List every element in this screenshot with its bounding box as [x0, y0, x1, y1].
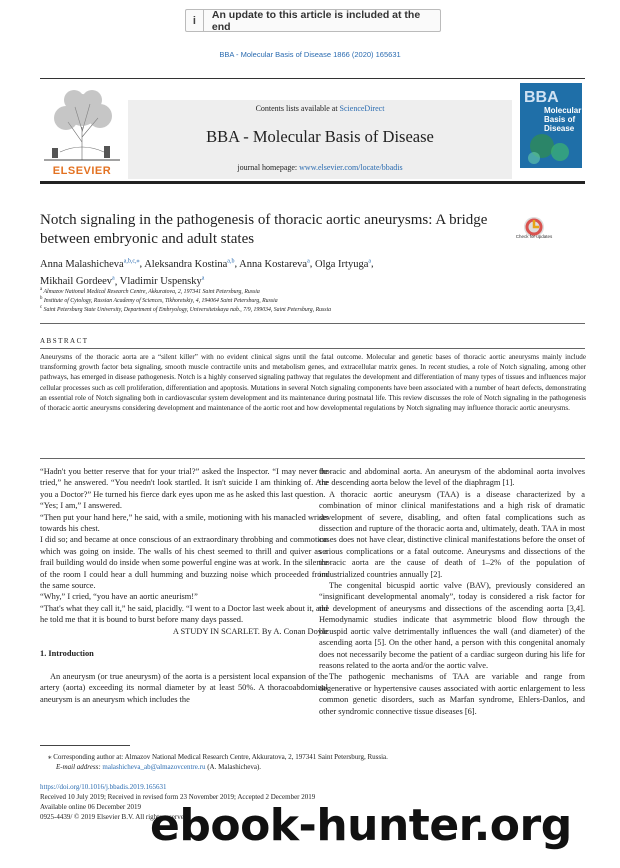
quote-paragraph: “Why,” I cried, “you have an aortic aneurism!” [40, 592, 198, 602]
author[interactable]: Aleksandra Kostina$^{a,b}$ [144, 258, 235, 270]
quote-paragraph: I did so; and became at once conscious of an extraordinary throbbing and commotion which was going on inside. The walls of his chest seemed to thrill and quiver as a frail building would do inside when some powerful engine was at work. In the silence of the room I could hear a dull humming and buzzing noise which proceeded from the same source. [40, 535, 328, 591]
abstract-label-rule [40, 348, 585, 349]
footnote-rule [40, 745, 130, 746]
abstract-label: ABSTRACT [40, 337, 89, 345]
contents-line: Contents lists available at ScienceDirect [255, 104, 385, 113]
body-paragraph: thoracic and abdominal aorta. An aneurysm of the abdominal aorta involves the descending aorta below the level of the diaphragm [1]. [319, 467, 585, 488]
email-line: E-mail address: malashicheva_ab@almazovcentre.ru (A. Malashicheva). [56, 763, 262, 771]
homepage-link[interactable]: www.elsevier.com/locate/bbadis [299, 163, 403, 172]
quote-paragraph: “Then put your hand here,” he said, with a smile, motioning with his manacled wrists towards his chest. [40, 512, 328, 534]
quote-source: A STUDY IN SCARLET. By A. Conan Doyle [172, 626, 328, 636]
quote-paragraph: “That's what they call it,” he said, placidly. “I went to a Doctor last week about it, and he told me that it is bound to burst before many days passed. [40, 603, 328, 625]
cover-artwork [520, 128, 582, 168]
body-paragraph: The congenital bicuspid aortic valve (BAV), previously considered an “insignificant developmental anomaly”, today is considered a risk factor for the development of aneurysms and dissections of the ascending aorta [3,4]. Hemodynamic studies indicate that asymmetric blood flow through the bicuspid aortic valve detrimentally influences the wall (and diameter) of the ascending aorta [5]. On the other hand, a person with this congenital anomaly does not necessarily become the patient of a cardiac surgeon during his life for reasons related to the aorta and/or the aortic valve. [319, 581, 585, 670]
body-paragraph: A thoracic aortic aneurysm (TAA) is a disease characterized by a combination of minor clinical manifestations and a high risk of dramatic development of severe, disabling, and often fatal complications such as dissection and rupture of the thoracic aorta and, ultimately, death. TAA in most cases does not have clear, distinctive clinical manifestations before the onset of serious complications or a fatal outcome. Aneurysms and dissections of the thoracic aorta are the cause of death of 1–2% of the population of industrialized countries annually [2]. [319, 489, 585, 579]
watermark: ebook-hunter.org [150, 800, 572, 851]
journal-title: BBA - Molecular Basis of Disease [206, 127, 434, 146]
abstract-top-rule [40, 323, 585, 324]
affiliation-b: $^b$ Institute of Cytology, Russian Academy of Sciences, Tikhoretskiy, 4, 194064 Saint Petersburg, Russia [40, 296, 278, 304]
affiliation-c: $^c$ Saint Petersburg State University, Department of Embryology, Universitetskaya nab., 7/9, 199034, Saint Petersburg, Russia [40, 305, 332, 313]
corresponding-author-note: ⁎ Corresponding author at: Almazov National Medical Research Centre, Akkuratova, 2, 197341 Saint Petersburg, Russia. [48, 753, 388, 761]
update-banner[interactable] [185, 9, 441, 32]
affiliation-a: $^a$ Almazov National Medical Research Centre, Akkuratova, 2, 197341 Saint Petersburg, Russia [40, 287, 260, 295]
cover-title-subtitle: Molecular Basis of Disease [544, 106, 582, 133]
section-heading-introduction: 1. Introduction [40, 649, 94, 658]
update-banner-text: An update to this article is included at the end [211, 8, 421, 33]
quote-paragraph: “Hadn't you better reserve that for your trial?” asked the Inspector. “I may never be tried,” he answered. “You needn't look startled. It isn't suicide I am thinking of. Are you a Doctor?” He turned his fierce dark eyes upon me as he asked this last question. [40, 467, 328, 499]
author-list: Anna Malashicheva$^{a,b,c,⁎}$, Aleksandra Kostina$^{a,b}$, Anna Kostareva$^a$, Olga Irtyuga$^a$, Mikhail Gordeev$^a$, Vladimir Uspensky$^a$ [40, 258, 374, 287]
author[interactable]: Vladimir Uspensky$^a$ [119, 275, 205, 287]
available-online: Available online 06 December 2019 [40, 803, 141, 811]
journal-reference[interactable]: BBA - Molecular Basis of Disease 1866 (2020) 165631 [219, 50, 401, 59]
elsevier-wordmark: ELSEVIER [52, 165, 112, 177]
quote-paragraph: “Yes; I am,” I answered. [40, 501, 122, 511]
body-paragraph: The pathogenic mechanisms of TAA are variable and range from degenerative or hypertensive causes associated with aortic enlargement to less common genetic disorders, such as Marfan syndrome, Ehlers-Danlos, and other syndromic connective tissue diseases [6]. [319, 672, 585, 716]
doi-link[interactable]: https://doi.org/10.1016/j.bbadis.2019.165631 [40, 783, 167, 791]
author[interactable]: Anna Kostareva$^a$ [239, 258, 310, 270]
abstract-bottom-rule [40, 458, 585, 459]
check-for-updates-label[interactable]: Check for updates [515, 234, 553, 239]
elsevier-tree-logo [40, 82, 124, 176]
copyright: 0925-4439/ © 2019 Elsevier B.V. All rights reserved. [40, 813, 190, 821]
info-icon: i [186, 10, 204, 31]
homepage-line: journal homepage: www.elsevier.com/locate/bbadis [237, 163, 403, 172]
email-link[interactable]: malashicheva_ab@almazovcentre.ru [102, 763, 206, 771]
author[interactable]: Olga Irtyuga$^a$ [315, 258, 372, 270]
header-top-rule [40, 78, 585, 79]
right-column [319, 466, 585, 717]
journal-cover-image [520, 83, 582, 168]
header-bottom-rule [40, 181, 585, 184]
cover-title-bba: BBA [524, 89, 559, 106]
epigraph-quote [40, 466, 328, 637]
article-title: Notch signaling in the pathogenesis of thoracic aortic aneurysms: A bridge between embryonic and adult states [40, 212, 488, 247]
author[interactable]: Anna Malashicheva$^{a,b,c,⁎}$ [40, 258, 140, 270]
intro-paragraph: An aneurysm (or true aneurysm) of the aorta is a persistent local expansion of the artery (aorta) exceeding its normal diameter by at least 50%. A thoracoabdominal aneurysm is an aneurysm which includes the [40, 672, 328, 704]
sciencedirect-link[interactable]: ScienceDirect [339, 104, 385, 113]
received-dates: Received 10 July 2019; Received in revised form 23 November 2019; Accepted 2 December 2019 [40, 793, 316, 801]
author[interactable]: Mikhail Gordeev$^a$ [40, 275, 115, 287]
abstract-text: Aneurysms of the thoracic aorta are a “silent killer” with no evident clinical signs until the fatal outcome. Molecular and genetic bases of thoracic aortic aneurysms mainly include transforming growth factor beta signaling, smooth muscle contractile units and metabolism genes, and extracellular matrix genes. In recent studies, a role of Notch signaling, among other pathways, has emerged in disease pathogenesis. Notch is a highly conserved signaling pathway that regulates the development and differentiation of many types of tissues and influences major cellular processes such as cell proliferation, differentiation and apoptosis. Mutations in several Notch signaling components have been associated with a number of heart defects, demonstrating an essential role of Notch signaling both in cardiovascular system development and its maintenance during postnatal life. This review discusses the role of Notch signaling in the pathogenesis of thoracic aortic aneurysms considering development and maintenance of the aortic root and how developmental regulations by Notch signaling may influence thoracic aortic aneurysms. [40, 353, 586, 413]
